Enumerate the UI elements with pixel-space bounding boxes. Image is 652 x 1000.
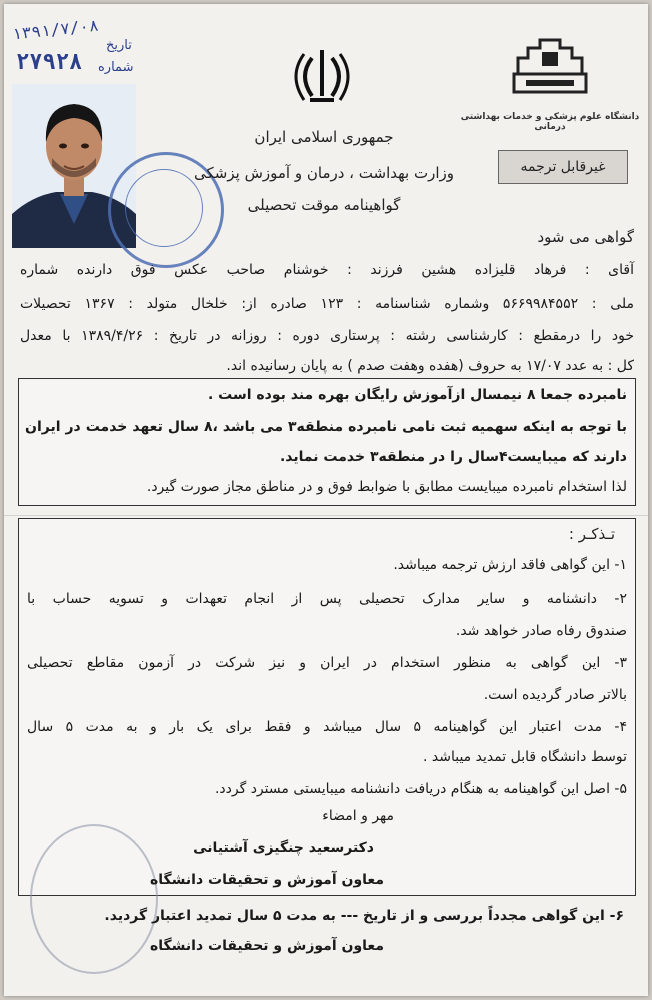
- notice-item: توسط دانشگاه قابل تمدید میباشد .: [422, 749, 627, 765]
- notice-item: ۳- این گواهی به منظور استخدام در ایران و نیز شرکت در آزمون مقاطع تحصیلی: [27, 655, 627, 671]
- paper-fold: [4, 515, 648, 516]
- renewal-signatory-role: معاون آموزش و تحقیقات دانشگاه: [150, 938, 384, 954]
- certify-heading: گواهی می شود: [537, 228, 634, 246]
- notice-item: ۵- اصل این گواهینامه به هنگام دریافت دانشنامه میبایستی مسترد گردد.: [214, 781, 627, 797]
- certificate-sheet: [4, 4, 648, 996]
- notice-item: بالاتر صادر گردیده است.: [483, 687, 627, 703]
- iran-emblem-icon: [290, 46, 354, 106]
- number-label: شماره: [98, 60, 134, 75]
- signatory-role: معاون آموزش و تحقیقات دانشگاه: [150, 872, 384, 888]
- not-translatable-badge: غیرقابل ترجمه: [498, 150, 628, 184]
- commitment-line: دارند که میبایست۴سال را در منطقه۳ خدمت نماید.: [279, 449, 627, 465]
- university-name: دانشگاه علوم پزشکی و خدمات بهداشتی درمانی: [460, 112, 640, 132]
- body-line-grade: کل : به عدد ۱۷/۰۷ به حروف (هفده وهفت صدم ) به پایان رسانیده اند.: [226, 358, 634, 374]
- body-line-id: ملی : ۵۶۶۹۹۸۴۵۵۲ وشماره شناسنامه : ۱۲۳ صادره از: خلخال متولد : ۱۳۶۷ تحصیلات: [20, 296, 634, 312]
- commitment-box: [18, 378, 636, 506]
- commitment-line: با توجه به اینکه سهمیه ثبت نامی نامبرده منطقه۳ می باشد ،۸ سال تعهد خدمت در ایران: [25, 419, 628, 435]
- number-value: ۲۷۹۲۸: [16, 50, 83, 75]
- notice-item: ۴- مدت اعتبار این گواهینامه ۵ سال میباشد و فقط برای یک بار و به مدت ۵ سال: [27, 719, 628, 735]
- body-line-name: آقای : فرهاد قلیزاده هشین فرزند : خوشنام صاحب عکس فوق دارنده شماره: [20, 262, 634, 278]
- renewal-note: ۶- این گواهی مجدداً بررسی و از تاریخ --- به مدت ۵ سال تمدید اعتبار گردید.: [104, 908, 624, 924]
- university-logo-icon: [512, 34, 588, 96]
- country-title: جمهوری اسلامی ایران: [254, 128, 394, 146]
- ministry-title: وزارت بهداشت ، درمان و آموزش پزشکی: [194, 164, 454, 182]
- signatory-name: دکترسعید چنگیزی آشتیانی: [193, 840, 374, 856]
- notice-item: ۱- این گواهی فاقد ارزش ترجمه میباشد.: [393, 557, 627, 573]
- commitment-line: نامبرده جمعا ۸ نیمسال ازآموزش رایگان بهره مند بوده است .: [207, 387, 627, 403]
- date-number-block: [10, 14, 150, 78]
- body-line-degree: خود را درمقطع : کارشناسی رشته : پرستاری دوره : روزانه در تاریخ : ۱۳۸۹/۴/۲۶ با معدل: [20, 328, 634, 344]
- notice-title: تـذکـر :: [568, 525, 615, 543]
- date-value: ۱۳۹۱/۷/۰۸: [11, 15, 100, 44]
- signature-label: مهر و امضاء: [322, 808, 394, 824]
- notice-item: صندوق رفاه صادر خواهد شد.: [455, 623, 627, 639]
- document-title: گواهینامه موقت تحصیلی: [247, 196, 401, 214]
- notice-item: ۲- دانشنامه و سایر مدارک تحصیلی پس از انجام تعهدات و تسویه حساب با: [27, 591, 627, 607]
- date-label: تاریخ: [106, 38, 132, 53]
- commitment-line: لذا استخدام نامبرده میبایست مطابق با ضوابط فوق و در مناطق مجاز صورت گیرد.: [146, 479, 627, 495]
